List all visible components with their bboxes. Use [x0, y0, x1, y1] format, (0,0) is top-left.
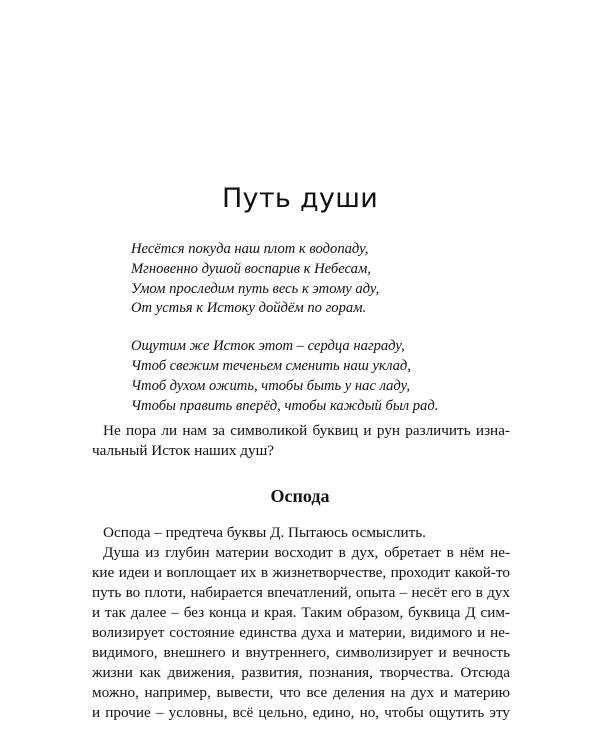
text-line: Душа из глубин материи восходит в дух, обретает в нём не- — [103, 544, 510, 561]
poem-line: Умом проследим путь весь к этому аду, — [131, 280, 380, 297]
text-line: Не пора ли нам за символикой буквиц и рун различить изна- — [103, 422, 510, 439]
poem-line: Мгновенно душой воспарив к Небесам, — [131, 260, 371, 277]
section-heading: Оспода — [270, 486, 330, 506]
text-line: и так далее – без конца и края. Таким образом, буквица Д сим- — [92, 604, 510, 621]
poem-line: Ощутим же Исток этот – сердца награду, — [131, 338, 405, 355]
text-line: жизни как движения, развития, познания, творчества. Отсюда — [92, 664, 510, 681]
poem-line: Чтобы править вперёд, чтобы каждый был рад. — [131, 397, 439, 414]
epigraph-poem — [131, 240, 571, 434]
text-line: путь во плоти, набирается впечатлений, опыта – несёт его в дух — [92, 584, 510, 601]
poem-stanza-2 — [131, 337, 571, 416]
poem-stanza-1 — [131, 240, 571, 319]
text-line: можно, например, вывести, что все деления на дух и материю — [92, 684, 510, 701]
text-line: Оспода – предтеча буквы Д. Пытаюсь осмыслить. — [103, 524, 426, 541]
text-line: кие идеи и воплощает их в жизнетворчестве, проходит какой-то — [92, 564, 510, 581]
intro-paragraph — [92, 421, 510, 461]
text-line: волизирует состояние единства духа и материи, видимого и не- — [92, 624, 510, 641]
poem-line: От устья к Истоку дойдём по горам. — [131, 300, 367, 317]
poem-line: Чтоб духом ожить, чтобы быть у нас ладу, — [131, 377, 411, 394]
text-line: видимого, внешнего и внутреннего, символизирует и вечность — [92, 644, 510, 661]
text-line: и прочие – условны, всё цельно, едино, но, чтобы ощутить эту — [92, 704, 510, 721]
chapter-title: Путь души — [221, 183, 379, 214]
body-text — [92, 523, 510, 723]
poem-line: Чтоб свежим теченьем сменить наш уклад, — [131, 357, 411, 374]
poem-line: Несётся покуда наш плот к водопаду, — [131, 241, 369, 257]
text-line: чальный Исток наших душ? — [92, 442, 275, 459]
